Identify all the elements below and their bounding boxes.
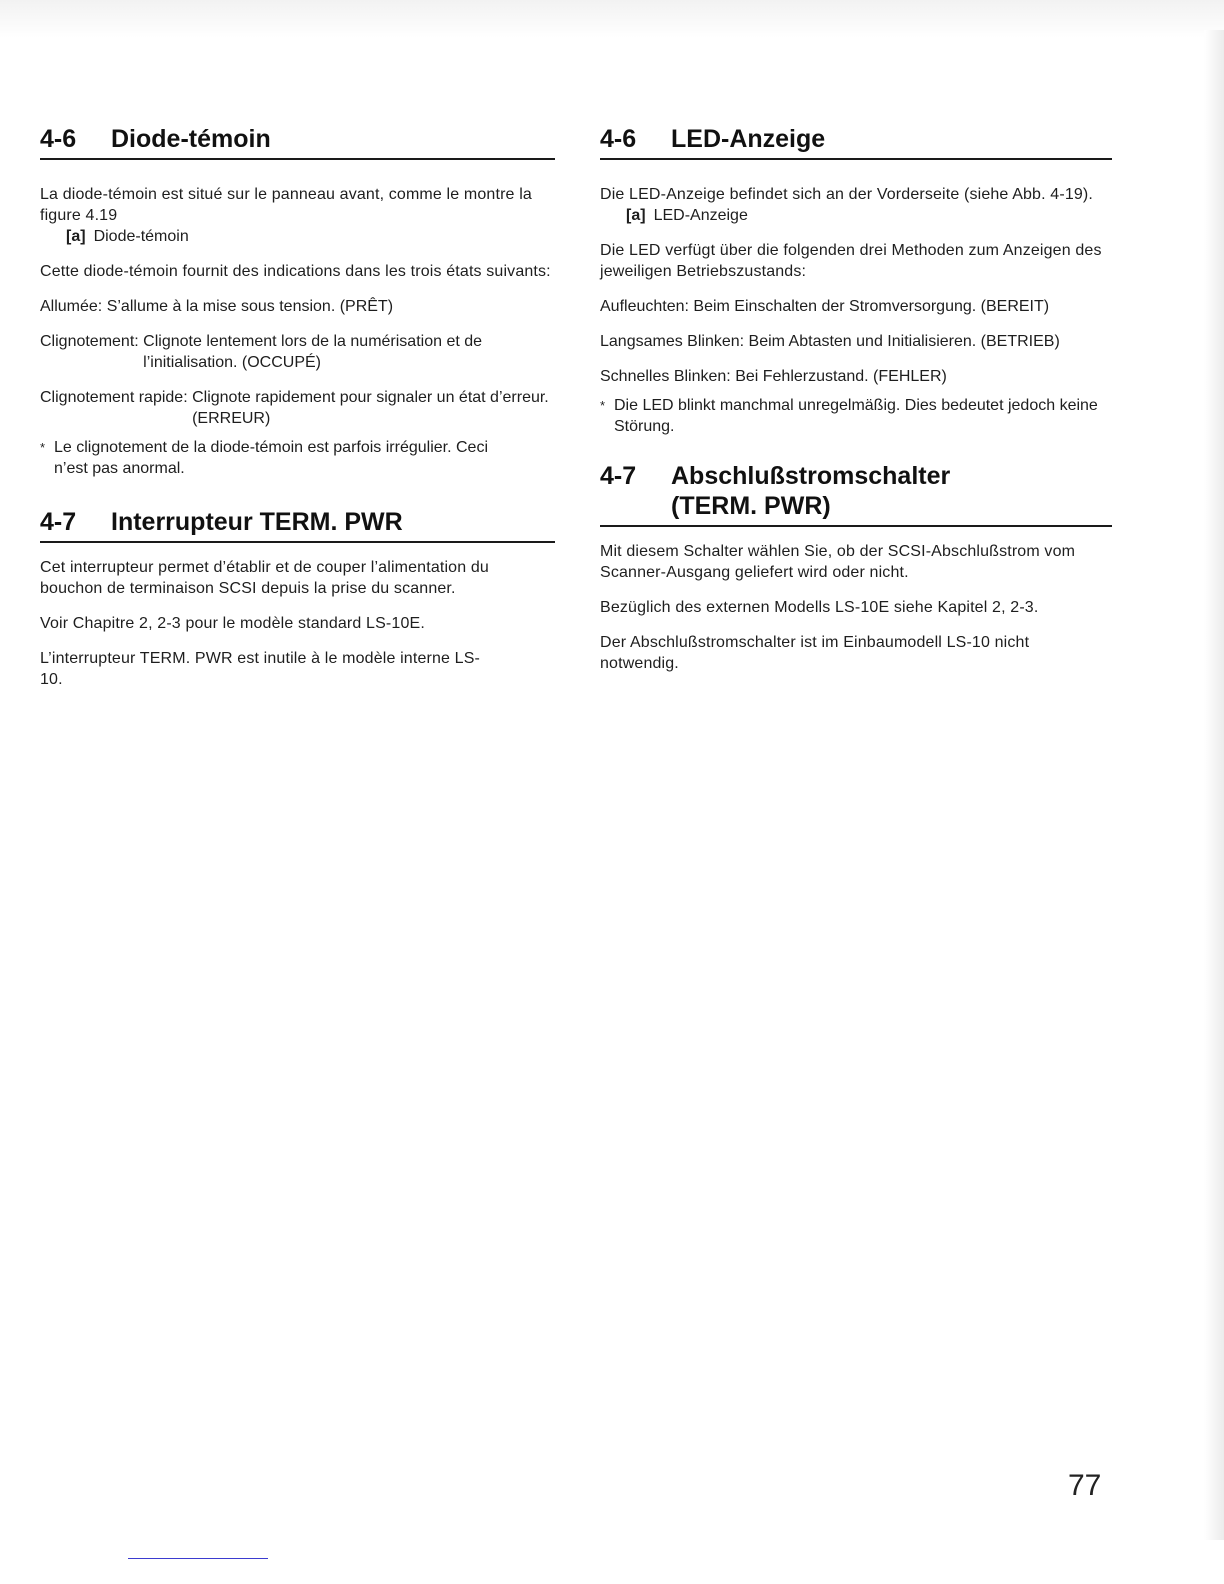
state-term: Langsames Blinken: (600, 333, 749, 350)
paragraph: La diode-témoin est situé sur le panneau avant, comme le montre la figure 4.19 (40, 186, 532, 224)
paragraph: Mit diesem Schalter wählen Sie, ob der SCSI-Abschlußstrom vom Scanner-Ausgang geliefert wird oder nicht. (600, 543, 1076, 581)
page-number: 77 (1068, 1469, 1102, 1502)
state-item (600, 366, 1112, 387)
state-desc: Clignote lentement lors de la numérisation et de l’initialisation. (OCCUPÉ) (143, 333, 483, 371)
french-column (40, 124, 555, 690)
section-number: 4-6 (40, 125, 77, 153)
state-desc: Beim Einschalten der Stromversorgung. (BEREIT) (693, 298, 1050, 315)
figure-label-text: LED-Anzeige (653, 207, 748, 224)
figure-label (40, 226, 555, 247)
state-desc: Bei Fehlerzustand. (FEHLER) (735, 368, 947, 385)
note (600, 395, 1112, 437)
figure-label-key: [a] (66, 228, 86, 245)
paragraph: Der Abschlußstromschalter ist im Einbaumodell LS-10 nicht notwendig. (600, 634, 1030, 672)
page-right-shadow (1204, 30, 1224, 1540)
state-term: Schnelles Blinken: (600, 368, 736, 385)
german-column (600, 124, 1112, 674)
state-desc: Clignote rapidement pour signaler un état d’erreur. (ERREUR) (192, 389, 549, 427)
state-item (600, 296, 1112, 317)
section-title: LED-Anzeige (671, 125, 826, 153)
section-heading-4-7-fr (40, 507, 555, 543)
section-number: 4-7 (600, 462, 637, 490)
note (40, 437, 555, 479)
state-item (40, 387, 555, 429)
note-text: Le clignotement de la diode-témoin est parfois irrégulier. Ceci n’est pas anormal. (54, 439, 489, 477)
note-text: Die LED blinkt manchmal unregelmäßig. Dies bedeutet jedoch keine Störung. (614, 397, 1098, 435)
paragraph: Die LED-Anzeige befindet sich an der Vorderseite (siehe Abb. 4-19). (600, 186, 1093, 203)
state-item (40, 296, 555, 317)
state-term: Clignotement: (40, 333, 144, 350)
state-desc: S’allume à la mise sous tension. (PRÊT) (106, 298, 394, 315)
figure-label-text: Diode-témoin (93, 228, 189, 245)
figure-label-key: [a] (626, 207, 646, 224)
section-number: 4-7 (40, 508, 77, 536)
paragraph: Cet interrupteur permet d’établir et de couper l’alimentation du bouchon de terminaison SCSI depuis la prise du scanner. (40, 559, 489, 597)
page-top-shadow (0, 0, 1224, 38)
section-title: Abschlußstromschalter (TERM. PWR) (671, 462, 951, 520)
section-heading-4-6-de (600, 124, 1112, 160)
paragraph: L’interrupteur TERM. PWR est inutile à le modèle interne LS-10. (40, 650, 481, 688)
paragraph: Bezüglich des externen Modells LS-10E siehe Kapitel 2, 2-3. (600, 599, 1039, 616)
section-heading-4-7-de (600, 461, 1112, 527)
state-term: Allumée: (40, 298, 107, 315)
figure-label (600, 205, 1112, 226)
paragraph: Voir Chapitre 2, 2-3 pour le modèle standard LS-10E. (40, 615, 425, 632)
section-title: Interrupteur TERM. PWR (111, 508, 403, 536)
state-term: Clignotement rapide: (40, 389, 193, 406)
state-term: Aufleuchten: (600, 298, 694, 315)
state-item (40, 331, 555, 373)
footer-rule (128, 1558, 268, 1559)
paragraph: Cette diode-témoin fournit des indications dans les trois états suivants: (40, 263, 551, 280)
section-title: Diode-témoin (111, 125, 271, 153)
section-number: 4-6 (600, 125, 637, 153)
paragraph: Die LED verfügt über die folgenden drei Methoden zum Anzeigen des jeweiligen Betriebszustands: (600, 242, 1102, 280)
state-item (600, 331, 1112, 352)
section-heading-4-6-fr (40, 124, 555, 160)
state-desc: Beim Abtasten und Initialisieren. (BETRIEB) (748, 333, 1060, 350)
note-bullet: * (600, 398, 606, 413)
note-bullet: * (40, 440, 46, 455)
